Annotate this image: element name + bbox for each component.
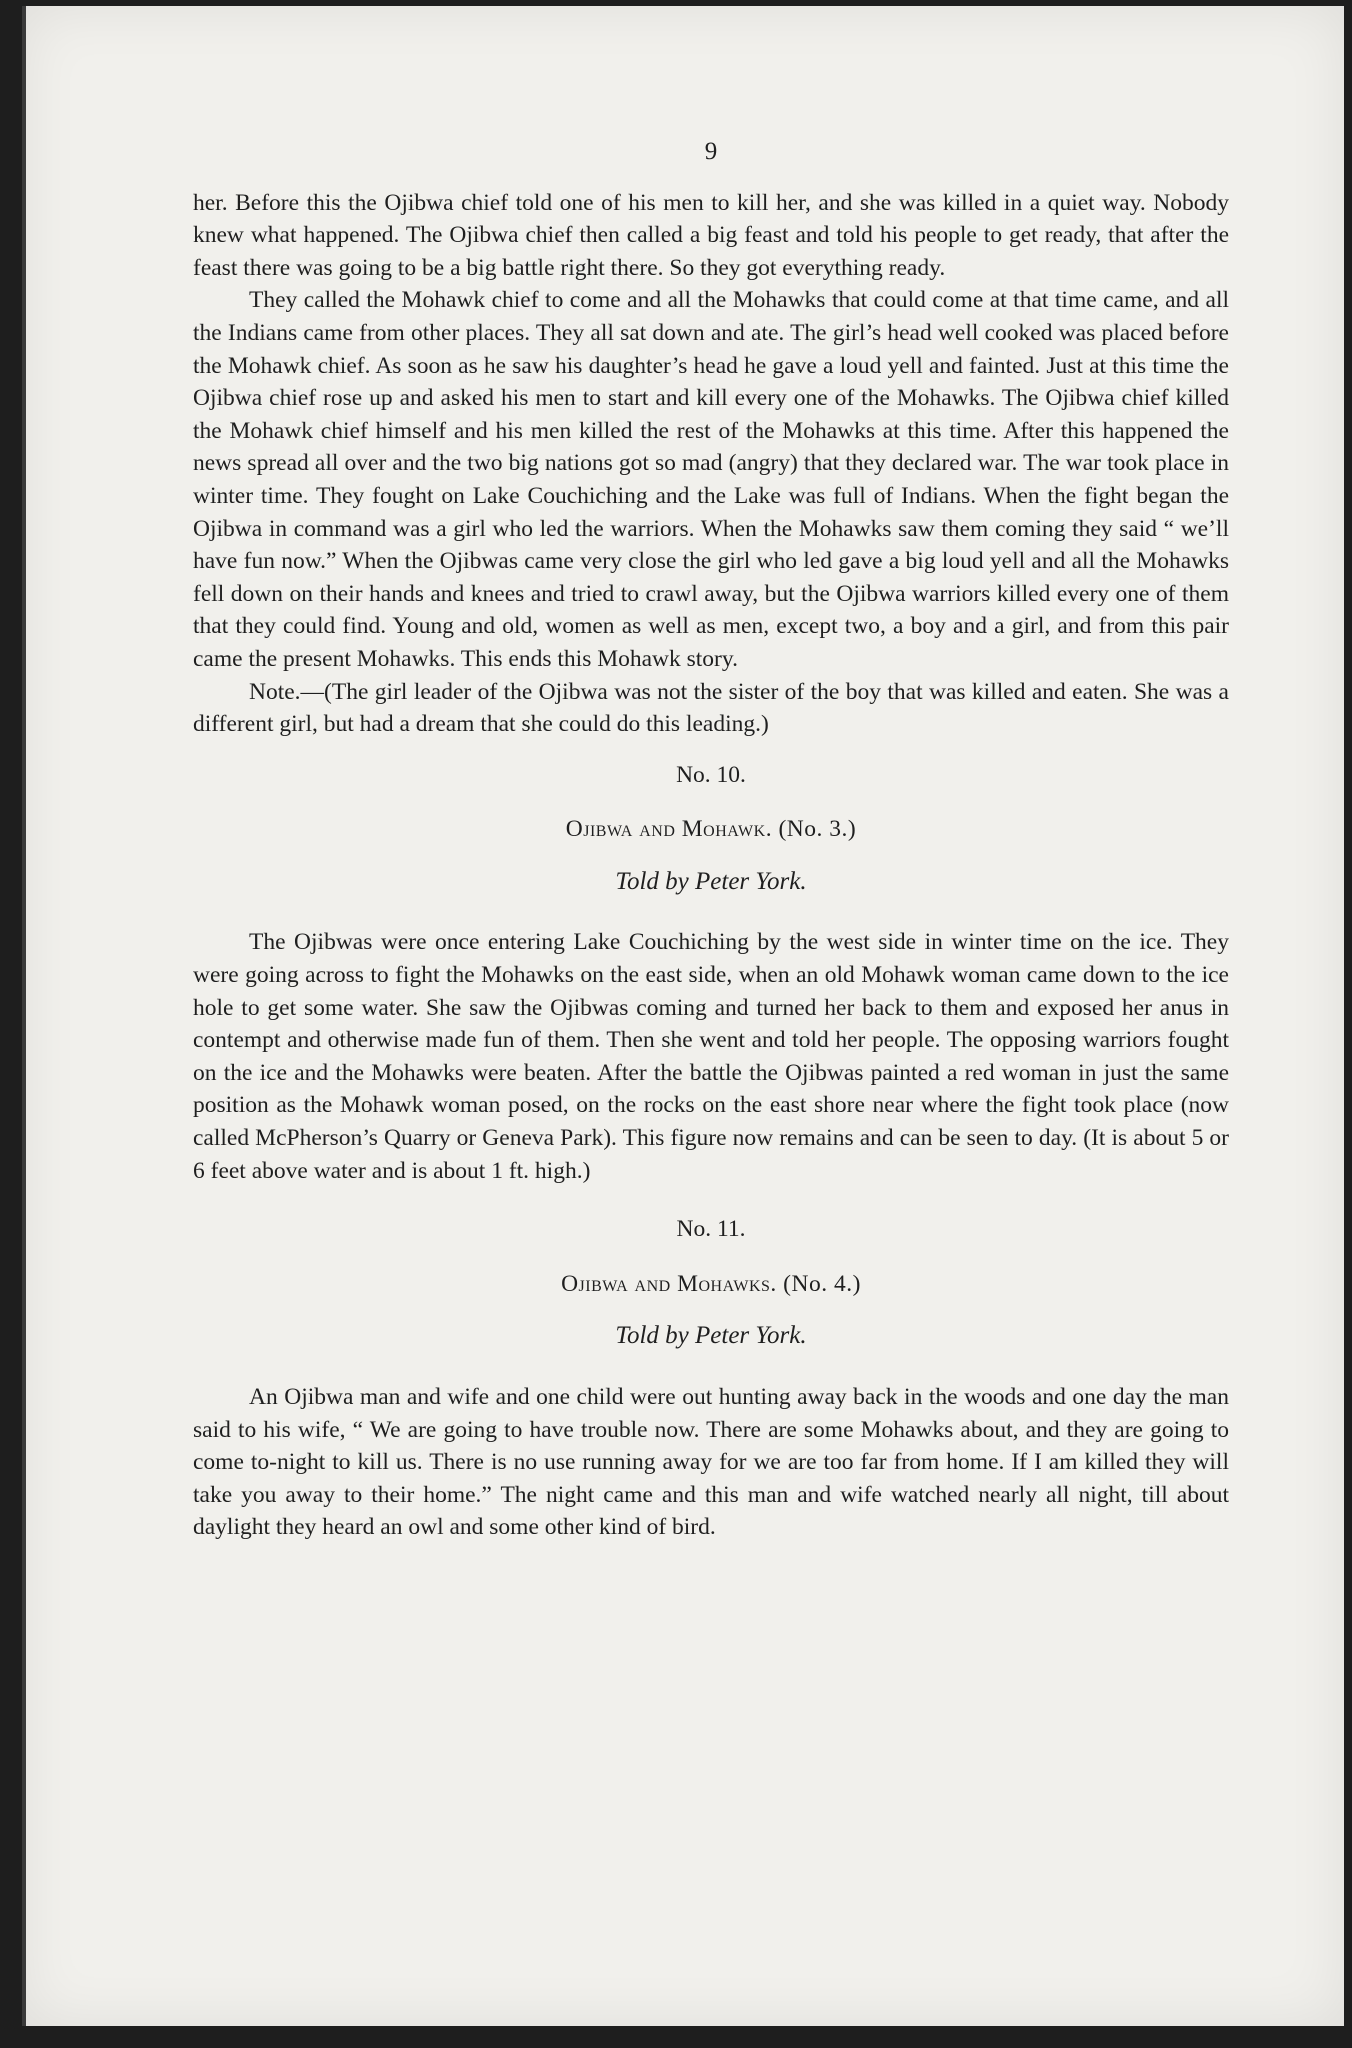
story-paragraph: An Ojibwa man and wife and one child were out hunting away back in the woods and one day the man said to his wife, “ We are going to have trouble now. There are some Mohawks about, and they are going to come to-night to kill us. There is no use running away for we are too far from home. If I am killed they will take you away to their home.” The night came and this man and wife watched nearly all night, till about daylight they heard an owl and some other kind of bird.	[193, 1384, 1229, 1541]
note-paragraph: Note.—(The girl leader of the Ojibwa was not the sister of the boy that was killed and eaten. She was a different girl, but had a dream that she could do this leading.)	[193, 678, 1229, 738]
page-content	[193, 136, 1229, 1544]
story-title-text: Ojibwa and Mohawks.	[561, 1270, 777, 1297]
story-title	[193, 1268, 1229, 1301]
story-number: No. 11.	[676, 1216, 746, 1243]
page-edge	[22, 6, 26, 2026]
story-title-text: Ojibwa and Mohawk.	[565, 816, 773, 843]
story-number: No. 10.	[676, 761, 746, 788]
story-title-suffix: (No. 4.)	[783, 1270, 861, 1297]
story-paragraph: The Ojibwas were once entering Lake Couchiching by the west side in winter time on the ice. They were going across to fight the Mohawks on the east side, when an old Mohawk woman came down to the ice hole to get some water. She saw the Ojibwas coming and turned her back to them and exposed her anus in contempt and otherwise made fun of them. Then she went and told her people. The opposing warriors fought on the ice and the Mohawks were beaten. After the battle the Ojibwas painted a red woman in just the same position as the Mohawk woman posed, on the rocks on the east shore near where the fight took place (now called McPherson’s Quarry or Geneva Park). This figure now remains and can be seen to day. (It is about 5 or 6 feet above water and is about 1 ft. high.)	[193, 929, 1229, 1184]
story-title	[193, 813, 1229, 846]
story-title-suffix: (No. 3.)	[778, 816, 857, 843]
book-page	[22, 6, 1344, 2026]
story-teller: Told by Peter York.	[615, 867, 807, 895]
paragraph: They called the Mohawk chief to come and all the Mohawks that could come at that time came, and all the Indians came from other places. They all sat down and ate. The girl’s head well cooked was placed before the Mohawk chief. As soon as he saw his daughter’s head he gave a loud yell and fainted. Just at this time the Ojibwa chief rose up and asked his men to start and kill every one of the Mohawks. The Ojibwa chief killed the Mohawk chief himself and his men killed the rest of the Mohawks at this time. After this happened the news spread all over and the two big nations got so mad (angry) that they declared war. The war took place in winter time. They fought on Lake Couchiching and the Lake was full of Indians. When the fight began the Ojibwa in command was a girl who led the warriors. When the Mohawks saw them coming they said “ we’ll have fun now.” When the Ojibwas came very close the girl who led gave a big loud yell and all the Mohawks fell down on their hands and knees and tried to crawl away, but the Ojibwa warriors killed every one of them that they could find. Young and old, women as well as men, except two, a boy and a girl, and from this pair came the present Mohawks. This ends this Mohawk story.	[193, 287, 1229, 672]
story-teller: Told by Peter York.	[615, 1322, 807, 1350]
page-number: 9	[704, 138, 718, 165]
paragraph: her. Before this the Ojibwa chief told one of his men to kill her, and she was killed in a quiet way. Nobody knew what happened. The Ojibwa chief then called a big feast and told his people to get ready, that after the feast there was going to be a big battle right there. So they got everything ready.	[193, 189, 1229, 281]
